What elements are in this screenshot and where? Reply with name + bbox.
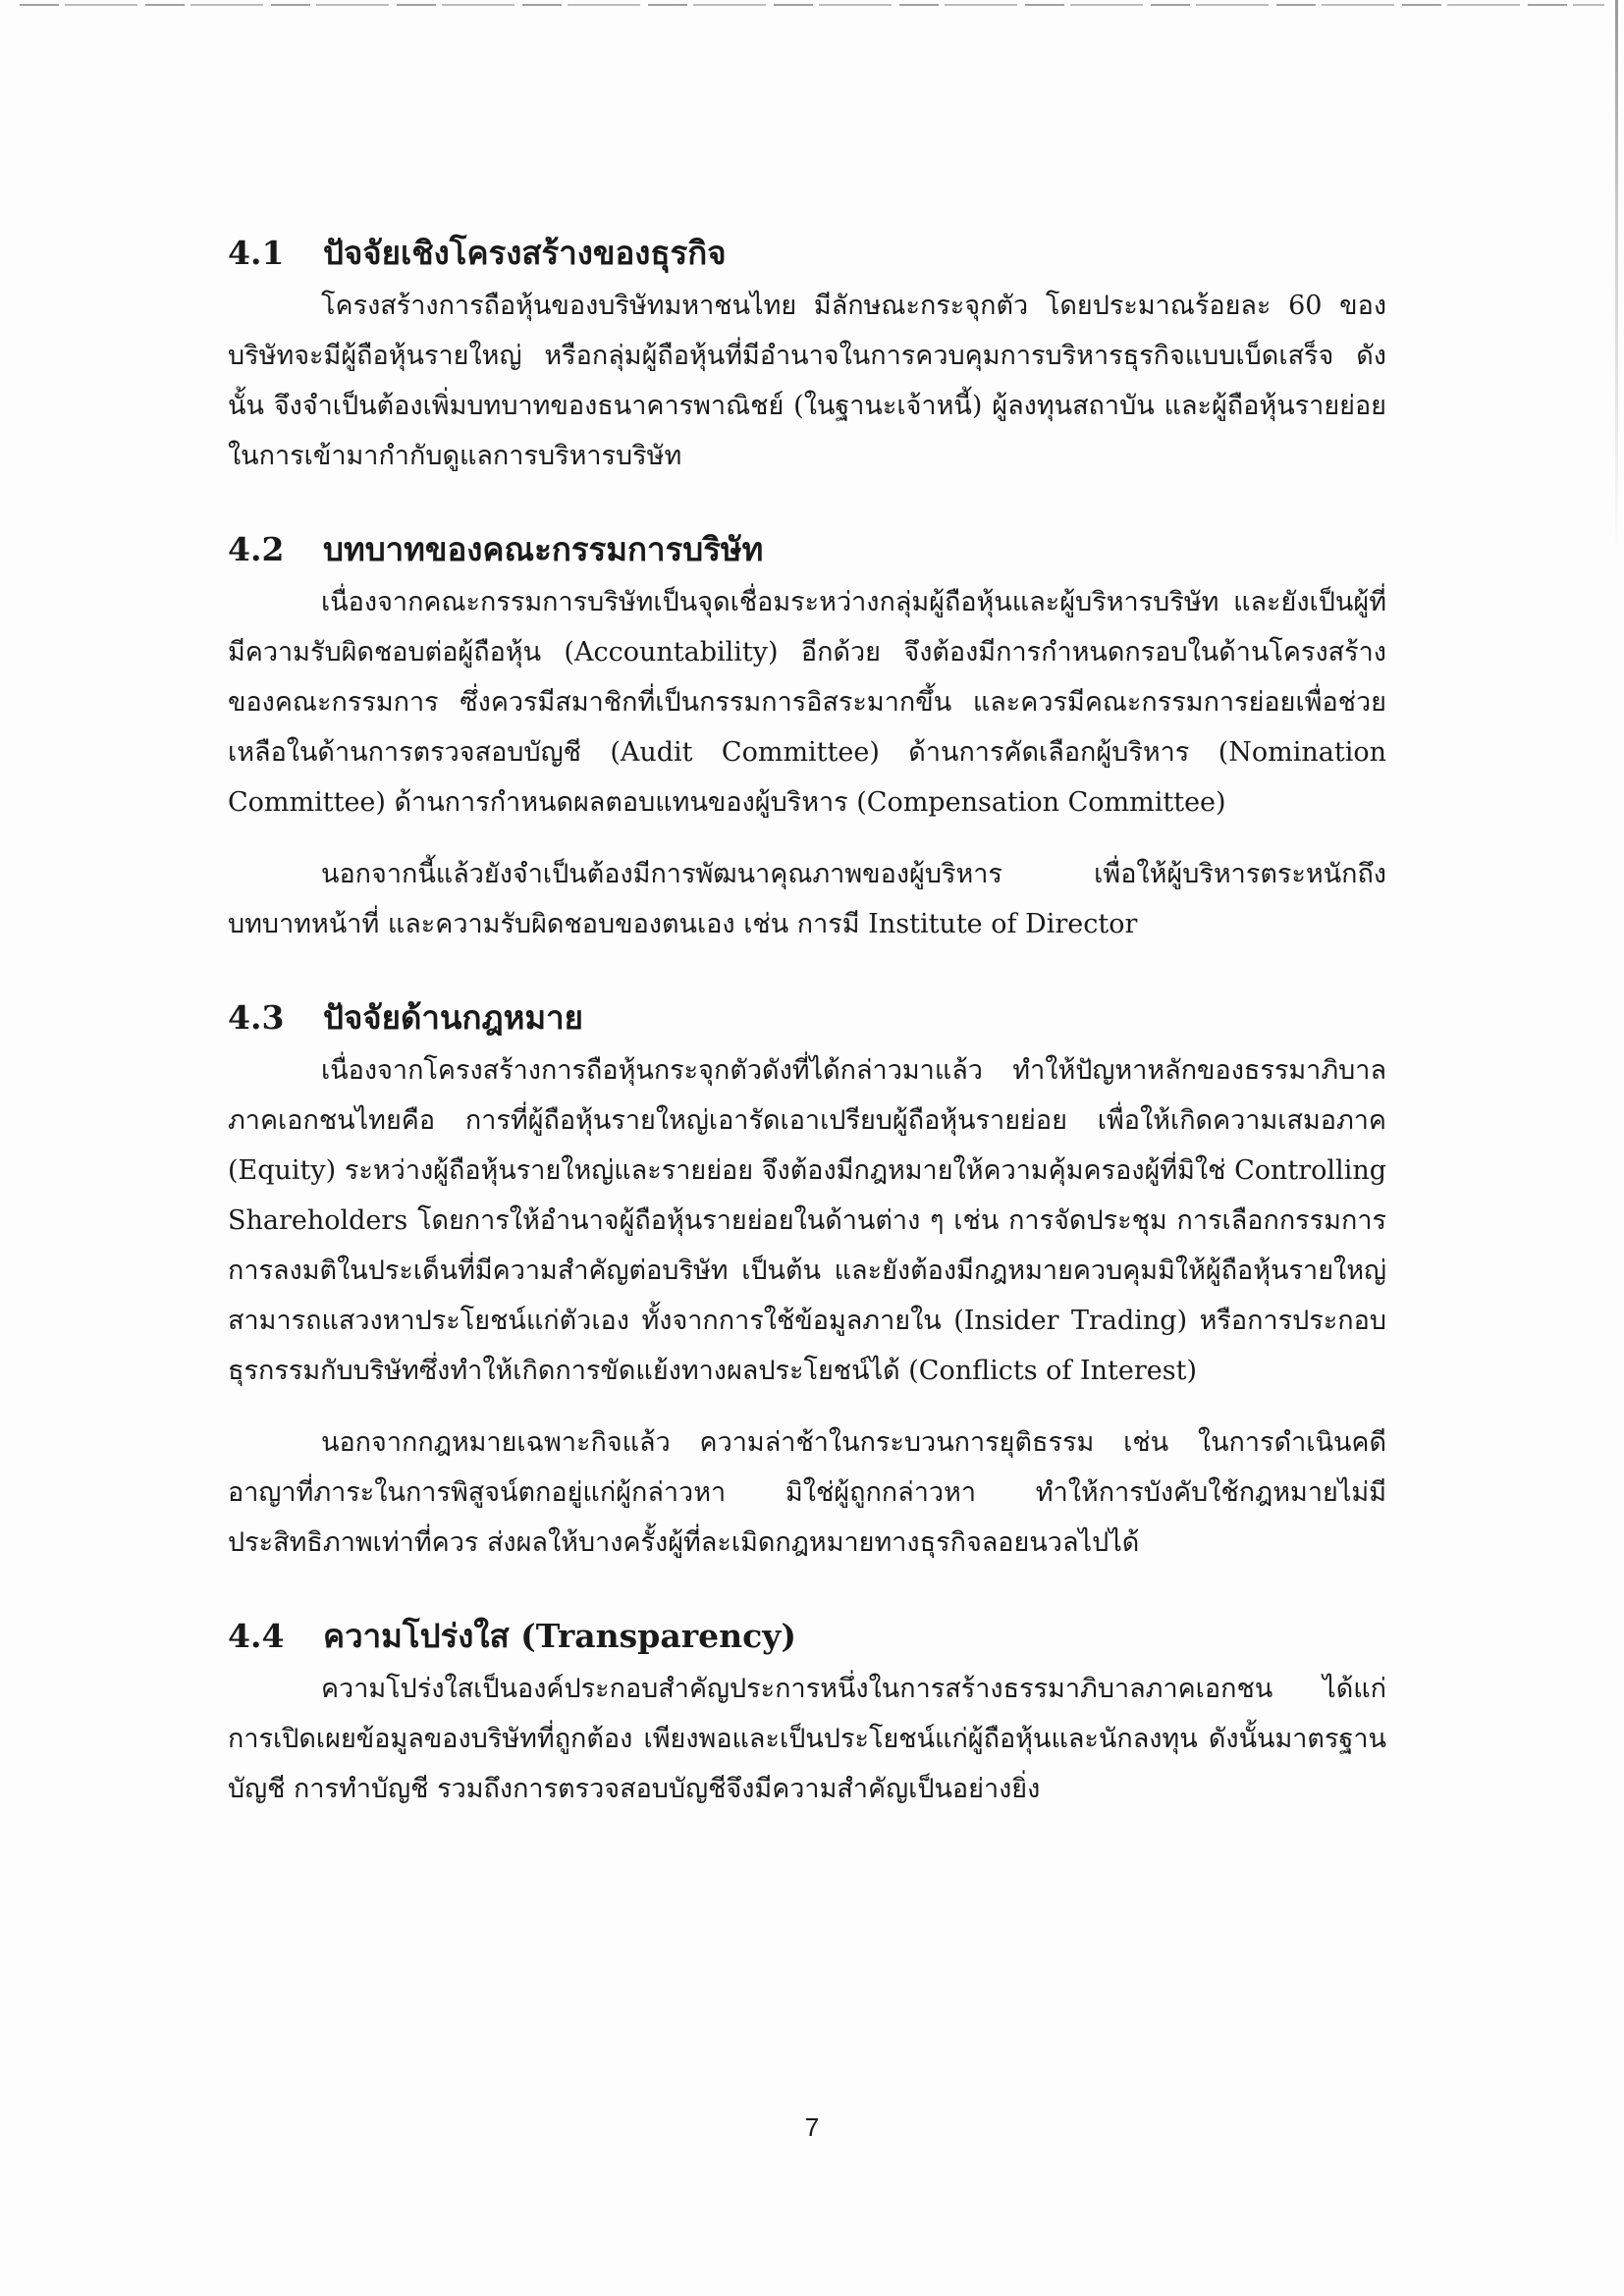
- paragraph: โครงสร้างการถือหุ้นของบริษัทมหาชนไทย มีลักษณะกระจุกตัว โดยประมาณร้อยละ 60 ของบริษัทจะมีผู้ถือหุ้นรายใหญ่ หรือกลุ่มผู้ถือหุ้นที่มีอำนาจในการควบคุมการบริหารธุรกิจแบบเบ็ดเสร็จ ดังนั้น จึงจำเป็นต้องเพิ่มบทบาทของธนาคารพาณิชย์ (ในฐานะเจ้าหนี้) ผู้ลงทุนสถาบัน และผู้ถือหุ้นรายย่อยในการเข้ามากำกับดูแลการบริหารบริษัท: [228, 291, 1386, 471]
- paragraph: เนื่องจากคณะกรรมการบริษัทเป็นจุดเชื่อมระหว่างกลุ่มผู้ถือหุ้นและผู้บริหารบริษัท และยังเป็นผู้ที่มีความรับผิดชอบต่อผู้ถือหุ้น (Accountability) อีกด้วย จึงต้องมีการกำหนดกรอบในด้านโครงสร้างของคณะกรรมการ ซึ่งควรมีสมาชิกที่เป็นกรรมการอิสระมากขึ้น และควรมีคณะกรรมการย่อยเพื่อช่วยเหลือในด้านการตรวจสอบบัญชี (Audit Committee) ด้านการคัดเลือกผู้บริหาร (Nomination Committee) ด้านการกำหนดผลตอบแทนของผู้บริหาร (Compensation Committee): [228, 587, 1386, 818]
- section-number: 4.1: [228, 234, 285, 272]
- section-heading: [228, 1617, 1386, 1656]
- section-title: ปัจจัยด้านกฎหมาย: [323, 998, 583, 1037]
- scan-artifact-top: [20, 4, 1604, 6]
- paragraph: เนื่องจากโครงสร้างการถือหุ้นกระจุกตัวดังที่ได้กล่าวมาแล้ว ทำให้ปัญหาหลักของธรรมาภิบาลภาคเอกชนไทยคือ การที่ผู้ถือหุ้นรายใหญ่เอารัดเอาเปรียบผู้ถือหุ้นรายย่อย เพื่อให้เกิดความเสมอภาค (Equity) ระหว่างผู้ถือหุ้นรายใหญ่และรายย่อย จึงต้องมีกฎหมายให้ความคุ้มครองผู้ที่มิใช่ Controlling Shareholders โดยการให้อำนาจผู้ถือหุ้นรายย่อยในด้านต่าง ๆ เช่น การจัดประชุม การเลือกกรรมการ การลงมติในประเด็นที่มีความสำคัญต่อบริษัท เป็นต้น และยังต้องมีกฎหมายควบคุมมิให้ผู้ถือหุ้นรายใหญ่สามารถแสวงหาประโยชน์แก่ตัวเอง ทั้งจากการใช้ข้อมูลภายใน (Insider Trading) หรือการประกอบธุรกรรมกับบริษัทซึ่งทำให้เกิดการขัดแย้งทางผลประโยชน์ได้ (Conflicts of Interest): [228, 1055, 1386, 1386]
- section-4-4: [228, 1617, 1386, 1814]
- scan-artifact-right: [1615, 0, 1618, 550]
- paragraph: ความโปร่งใสเป็นองค์ประกอบสำคัญประการหนึ่งในการสร้างธรรมาภิบาลภาคเอกชน ได้แก่การเปิดเผยข้อมูลของบริษัทที่ถูกต้อง เพียงพอและเป็นประโยชน์แก่ผู้ถือหุ้นและนักลงทุน ดังนั้นมาตรฐานบัญชี การทำบัญชี รวมถึงการตรวจสอบบัญชีจึงมีความสำคัญเป็นอย่างยิ่ง: [228, 1674, 1386, 1804]
- section-heading: [228, 234, 1386, 273]
- section-number: 4.2: [228, 530, 285, 568]
- section-4-3: [228, 998, 1386, 1568]
- section-4-1: [228, 234, 1386, 481]
- section-heading: [228, 530, 1386, 569]
- page-number: 7: [804, 2112, 820, 2142]
- paragraph: นอกจากนี้แล้วยังจำเป็นต้องมีการพัฒนาคุณภาพของผู้บริหาร เพื่อให้ผู้บริหารตระหนักถึงบทบาทหน้าที่ และความรับผิดชอบของตนเอง เช่น การมี Institute of Director: [228, 859, 1386, 939]
- document-body: [228, 234, 1386, 1863]
- section-4-2: [228, 530, 1386, 949]
- section-heading: [228, 998, 1386, 1038]
- section-title: ปัจจัยเชิงโครงสร้างของธุรกิจ: [323, 234, 727, 272]
- section-title: ความโปร่งใส (Transparency): [323, 1617, 796, 1655]
- section-number: 4.4: [228, 1617, 285, 1655]
- section-number: 4.3: [228, 998, 285, 1037]
- paragraph: นอกจากกฎหมายเฉพาะกิจแล้ว ความล่าช้าในกระบวนการยุติธรรม เช่น ในการดำเนินคดีอาญาที่ภาระในการพิสูจน์ตกอยู่แก่ผู้กล่าวหา มิใช่ผู้ถูกกล่าวหา ทำให้การบังคับใช้กฎหมายไม่มีประสิทธิภาพเท่าที่ควร ส่งผลให้บางครั้งผู้ที่ละเมิดกฎหมายทางธุรกิจลอยนวลไปได้: [228, 1427, 1386, 1558]
- section-title: บทบาทของคณะกรรมการบริษัท: [323, 530, 764, 568]
